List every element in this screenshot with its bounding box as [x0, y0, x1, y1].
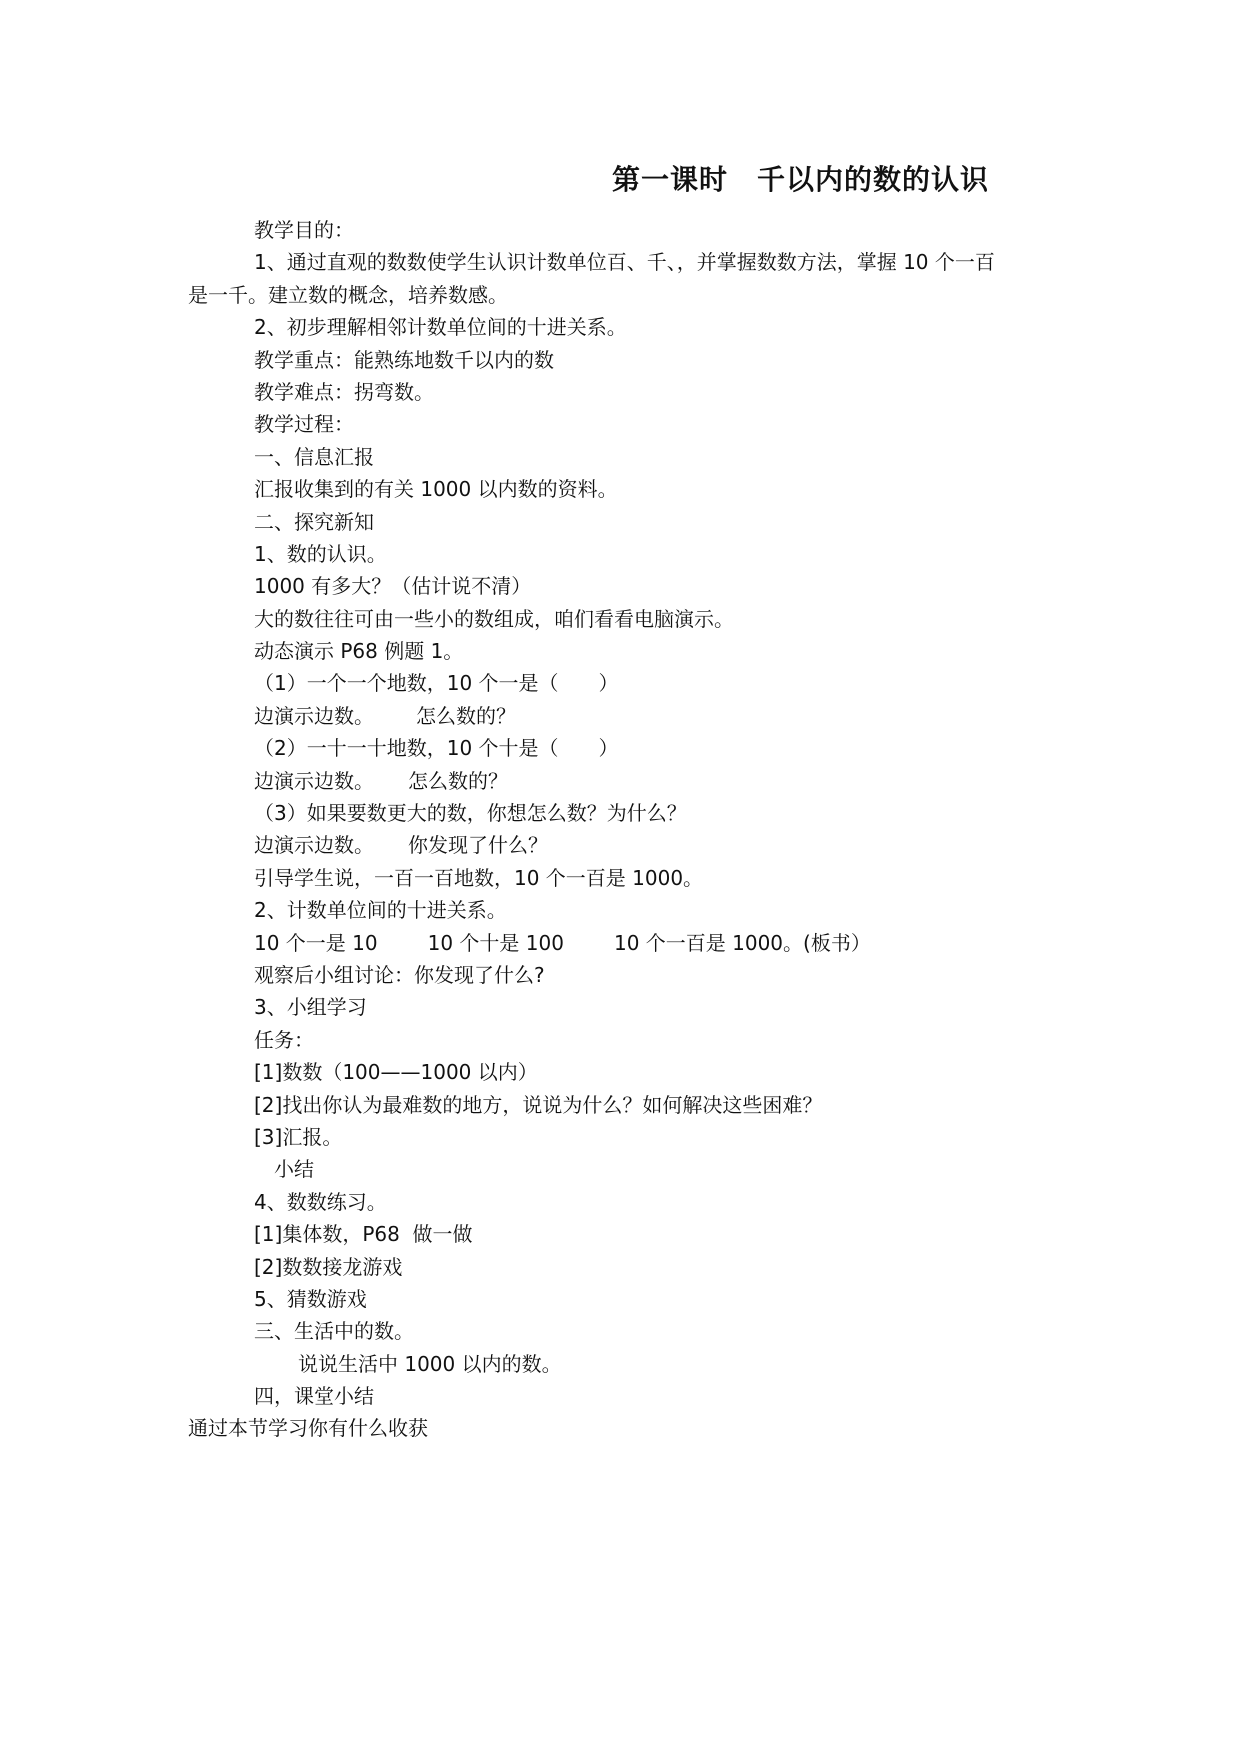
text-line: 二、探究新知: [254, 509, 374, 534]
text-line: 任务：: [254, 1027, 314, 1052]
page-title: 第一课时 千以内的数的认识: [612, 163, 990, 196]
text-line: 动态演示 P68 例题 1。: [254, 639, 464, 664]
text-line: 教学过程：: [254, 412, 354, 437]
text-line: （2）一十一十地数，10 个十是（ ）: [254, 736, 619, 761]
text-line: 1、通过直观的数数使学生认识计数单位百、千、，并掌握数数方法，掌握 10 个一百: [254, 250, 995, 275]
text-line: 5、猜数游戏: [254, 1286, 367, 1311]
text-line: 2、初步理解相邻计数单位间的十进关系。: [254, 315, 627, 340]
text-segment: 边演示边数。: [254, 768, 374, 793]
text-segment: 怎么数的？: [408, 768, 508, 793]
text-line: （3）如果要数更大的数，你想怎么数？为什么？: [254, 801, 687, 826]
text-line: 是一千。建立数的概念，培养数感。: [188, 282, 508, 307]
text-line: 教学重点：能熟练地数千以内的数: [254, 347, 554, 372]
text-line: 通过本节学习你有什么收获: [188, 1416, 428, 1441]
text-segment: 10 个一是 10: [254, 930, 378, 955]
text-line: [188, 829, 1058, 861]
text-segment: 怎么数的？: [416, 703, 516, 728]
text-line: [1]数数（100——1000 以内）: [254, 1060, 538, 1085]
text-line: 说说生活中 1000 以内的数。: [298, 1351, 562, 1376]
text-line: 大的数往往可由一些小的数组成，咱们看看电脑演示。: [254, 606, 734, 631]
text-segment: 边演示边数。: [254, 703, 374, 728]
text-line: [188, 765, 1058, 797]
text-segment: 10 个十是 100: [427, 930, 564, 955]
text-line: 三、生活中的数。: [254, 1319, 414, 1344]
text-line: 2、计数单位间的十进关系。: [254, 898, 507, 923]
text-line: [188, 927, 1058, 959]
text-segment: 你发现了什么？: [408, 833, 548, 858]
text-line: 教学难点：拐弯数。: [254, 379, 434, 404]
text-line: 观察后小组讨论：你发现了什么?: [254, 962, 545, 987]
text-line: [188, 700, 1058, 732]
text-line: 1、数的认识。: [254, 541, 387, 566]
text-line: [1]集体数，P68 做一做: [254, 1222, 473, 1247]
text-line: 教学目的：: [254, 218, 354, 242]
text-line: 汇报收集到的有关 1000 以内数的资料。: [254, 477, 618, 502]
text-line: 4、数数练习。: [254, 1189, 387, 1214]
text-line: 一、信息汇报: [254, 444, 374, 469]
text-segment: 边演示边数。: [254, 833, 374, 858]
text-line: 小结: [274, 1157, 314, 1182]
text-line: 引导学生说，一百一百地数，10 个一百是 1000。: [254, 865, 704, 890]
lesson-body: [188, 214, 1058, 1445]
text-segment: 10 个一百是 1000。(板书）: [613, 930, 871, 955]
text-line: [2]数数接龙游戏: [254, 1254, 403, 1279]
text-line: 3、小组学习: [254, 995, 367, 1020]
text-line: [3]汇报。: [254, 1124, 343, 1149]
text-line: （1）一个一个地数，10 个一是（ ）: [254, 671, 619, 696]
text-line: 1000 有多大？（估计说不清）: [254, 574, 532, 599]
text-line: 四，课堂小结: [254, 1384, 374, 1409]
text-line: [2]找出你认为最难数的地方，说说为什么？如何解决这些困难？: [254, 1092, 823, 1117]
